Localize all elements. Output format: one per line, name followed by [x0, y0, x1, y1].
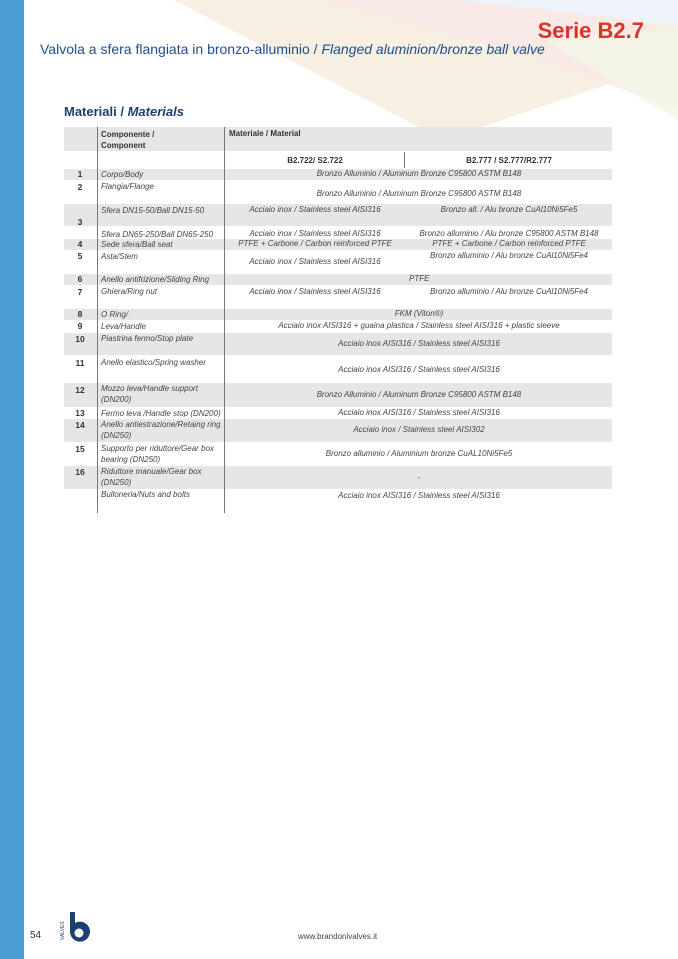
row-component: Corpo/Body — [101, 170, 144, 179]
subtitle-english: Flanged aluminion/bronze ball valve — [321, 41, 545, 57]
row-component: Bulloneria/Nuts and bolts — [101, 490, 190, 499]
table-row — [64, 274, 612, 285]
table-subheader-row — [64, 152, 612, 168]
row-material: - — [417, 473, 421, 482]
row-number: 15 — [75, 444, 85, 454]
row-component: Asta/Stem — [101, 252, 138, 261]
row-material-right: PTFE + Carbone / Carbon reinforced PTFE — [432, 239, 586, 248]
series-title: Serie B2.7 — [537, 18, 644, 43]
table-row — [64, 383, 612, 407]
table-row — [64, 408, 612, 419]
row-number: 16 — [75, 467, 85, 477]
logo-text: VALVES — [60, 921, 66, 940]
row-number: 11 — [75, 358, 85, 368]
table-row — [64, 169, 612, 180]
row-material-left: Acciaio inox / Stainless steel AISI316 — [249, 287, 381, 296]
table-row — [64, 489, 612, 511]
row-number: 14 — [75, 420, 85, 430]
subtitle-italian: Valvola a sfera flangiata in bronzo-alluminio / — [40, 41, 318, 57]
row-material-right: Bronzo alluminio / Alu bronze CuAl10Ni5Fe4 — [429, 251, 588, 260]
row-component: Ghiera/Ring nut — [101, 287, 158, 296]
materials-heading-it: Materiali / — [64, 104, 124, 119]
table-row — [64, 466, 612, 489]
header-col-right: B2.777 / S2.777/R2.777 — [466, 156, 552, 165]
row-material: PTFE — [409, 274, 430, 283]
row-component: Mozzo leva/Handle support (DN200) — [101, 384, 198, 404]
row-component: Anello antiestrazione/Retaing ring (DN250) — [101, 420, 221, 440]
side-color-bar — [0, 0, 24, 959]
column-divider — [404, 152, 405, 168]
header-material: Materiale / Material — [229, 129, 301, 138]
column-divider — [97, 127, 98, 513]
table-row — [64, 181, 612, 203]
row-material-right: Bronzo alluminio / Alu bronze C95800 ASTM B148 — [419, 229, 599, 238]
row-number: 1 — [77, 169, 83, 179]
table-row — [64, 356, 612, 382]
table-header-row — [64, 127, 612, 151]
row-component: Riduttore manuale/Gear box (DN250) — [101, 467, 202, 487]
materials-heading-en: Materials — [127, 104, 184, 119]
row-component: Anello antifrizione/Sliding Ring — [101, 275, 210, 284]
row-number: 4 — [77, 239, 83, 249]
row-number: 2 — [77, 182, 83, 192]
footer-url[interactable]: www.brandonivalves.it — [298, 932, 378, 941]
table-row — [64, 239, 612, 250]
row-material-left: Acciaio inox / Stainless steel AISI316 — [249, 229, 381, 238]
table-row — [64, 251, 612, 273]
row-component: Fermo leva /Handle stop (DN200) — [101, 409, 221, 418]
materials-heading — [64, 104, 184, 119]
row-component: Piastrina fermo/Stop plate — [101, 334, 194, 343]
row-number: 12 — [75, 385, 85, 395]
table-row — [64, 309, 612, 320]
row-material: Acciaio inox AISI316 / Stainless steel AISI316 — [338, 408, 500, 417]
row-number: 5 — [77, 251, 83, 261]
row-material-right: Bronzo all. / Alu bronze CuAl10Ni5Fe5 — [440, 205, 578, 214]
row-number: 7 — [77, 287, 83, 297]
row-material: Acciaio inox AISI316 / Stainless steel AISI316 — [338, 339, 500, 348]
row-number: 3 — [77, 217, 83, 227]
table-row — [64, 227, 612, 239]
row-material: Bronzo Alluminio / Aluminum Bronze C95800 ASTM B148 — [316, 169, 522, 178]
header-component-en: Component — [101, 141, 146, 150]
row-material-left: Acciaio inox / Stainless steel AISI316 — [249, 205, 381, 214]
row-number: 6 — [77, 274, 83, 284]
header-component — [101, 129, 221, 151]
row-material: Bronzo Alluminio / Aluminum Bronze C95800 ASTM B148 — [316, 189, 522, 198]
row-material-left: PTFE + Carbone / Carbon reinforced PTFE — [238, 239, 392, 248]
row-material-left: Acciaio inox / Stainless steel AISI316 — [249, 257, 381, 266]
row-number: 8 — [77, 309, 83, 319]
table-row — [64, 321, 612, 332]
table-row — [64, 333, 612, 355]
table-row — [64, 286, 612, 308]
row-component: Sfera DN65-250/Ball DN65-250 — [101, 230, 214, 239]
row-material: Acciaio inox AISI316 + guaina plastica / Stainless steel AISI316 + plastic sleeve — [278, 321, 560, 330]
row-component: Anello elastico/Spring washer — [101, 358, 206, 367]
row-component: Sede sfera/Ball seat — [101, 240, 173, 249]
row-component: Flangia/Flange — [101, 182, 154, 191]
brand-logo-icon — [60, 910, 92, 944]
row-material: Acciaio inox / Stainless steel AISI302 — [353, 425, 485, 434]
table-row — [64, 419, 612, 442]
row-material: Bronzo Alluminio / Aluminum Bronze C95800 ASTM B148 — [316, 390, 522, 399]
row-material: Acciaio inox AISI316 / Stainless steel AISI316 — [338, 491, 500, 500]
row-component: Supporto per riduttore/Gear box bearing (DN250) — [101, 444, 214, 464]
header-col-left: B2.722/ S2.722 — [287, 156, 343, 165]
row-material: Bronzo alluminio / Aluminium bronze CuAL10Ni5Fe5 — [325, 449, 513, 458]
row-material-right: Bronzo alluminio / Alu bronze CuAl10Ni5Fe4 — [429, 287, 588, 296]
row-material: Acciaio inox AISI316 / Stainless steel AISI316 — [338, 365, 500, 374]
row-number: 9 — [77, 321, 83, 331]
column-divider — [224, 127, 225, 513]
table-row — [64, 215, 612, 227]
row-number: 10 — [75, 334, 85, 344]
row-material: FKM (Viton®) — [394, 309, 444, 318]
table-row — [64, 443, 612, 466]
header-component-it: Componente / — [101, 130, 155, 139]
row-component: Sfera DN15-50/Ball DN15-50 — [101, 206, 205, 215]
row-component: O Ring/ — [101, 310, 129, 319]
page-number: 54 — [30, 930, 42, 941]
page-subtitle — [40, 41, 545, 57]
row-component: Leva/Handle — [101, 322, 146, 331]
row-number: 13 — [75, 408, 85, 418]
